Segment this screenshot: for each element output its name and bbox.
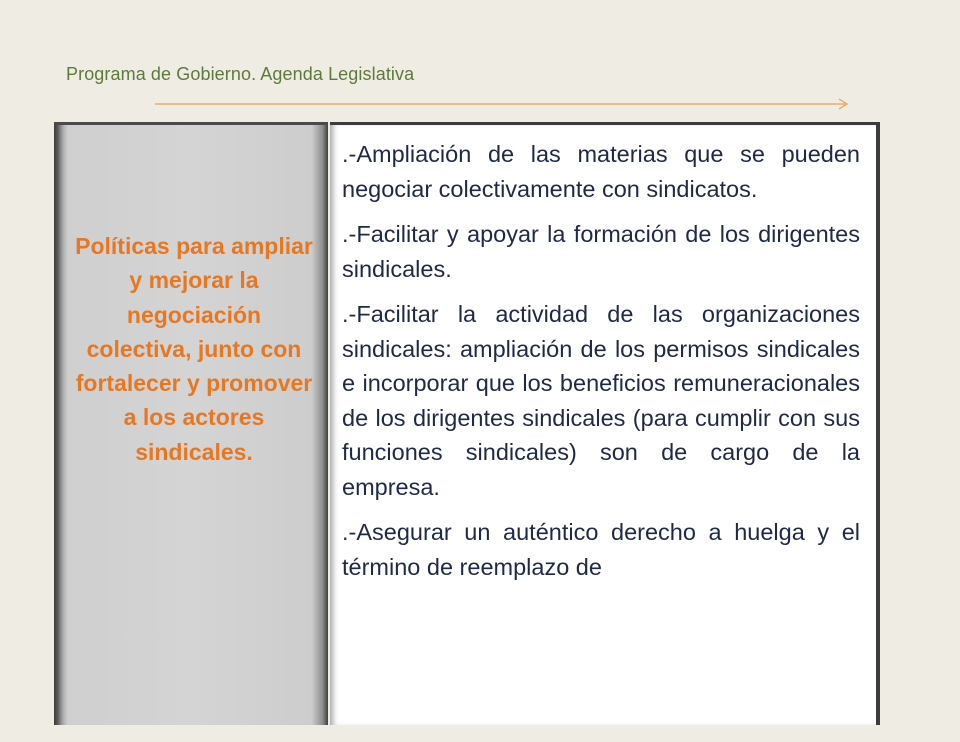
content-table [54,122,876,742]
policy-items [342,137,860,595]
table-right-cell [330,122,880,725]
policy-heading: Políticas para ampliar y mejorar la negociación colectiva, junto con fortalecer y promover a los actores sindicales. [75,233,313,465]
policy-item: .-Facilitar y apoyar la formación de los dirigentes sindicales. [342,221,860,282]
policy-item: .-Asegurar un auténtico derecho a huelga y el término de reemplazo de [342,519,860,580]
policy-item: .-Ampliación de las materias que se pueden negociar colectivamente con sindicatos. [342,141,860,202]
table-left-cell [54,122,328,725]
header-arrow-rule [155,97,850,111]
policy-item: .-Facilitar la actividad de las organizaciones sindicales: ampliación de los permisos sindicales e incorporar que los beneficios remuneracionales de los dirigentes sindicales (para cumplir con sus funciones sindicales) son de cargo de la empresa. [342,301,860,500]
page-header-title: Programa de Gobierno. Agenda Legislativa [66,64,415,84]
